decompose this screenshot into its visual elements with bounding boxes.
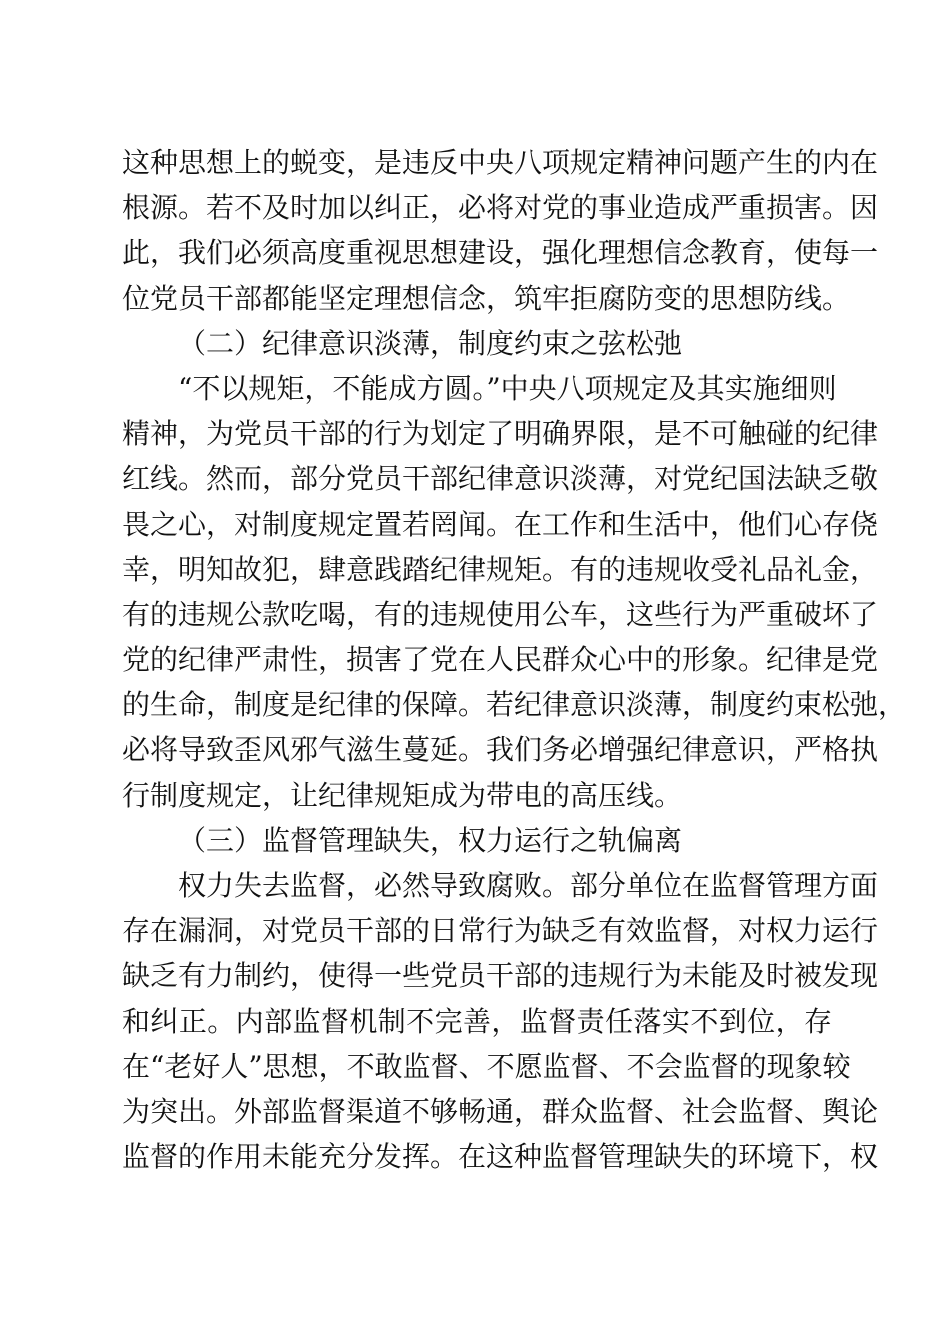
text-line: 这种思想上的蜕变，是违反中央八项规定精神问题产生的内在 bbox=[122, 146, 879, 179]
document-body bbox=[122, 140, 907, 1179]
text-line: 畏之心，对制度规定置若罔闻。在工作和生活中，他们心存侥 bbox=[122, 507, 879, 541]
text-line: 监督的作用未能充分发挥。在这种监督管理缺失的环境下，权 bbox=[122, 1140, 879, 1174]
text-line: 和纠正。内部监督机制不完善，监督责任落实不到位，存 bbox=[122, 1004, 832, 1038]
text-line: 缺乏有力制约，使得一些党员干部的违规行为未能及时被发现 bbox=[122, 959, 879, 993]
text-line: 的生命，制度是纪律的保障。若纪律意识淡薄，制度约束松弛， bbox=[122, 688, 907, 722]
text-line: 幸，明知故犯，肆意践踏纪律规矩。有的违规收受礼品礼金， bbox=[122, 552, 879, 586]
text-line: 红线。然而，部分党员干部纪律意识淡薄，对党纪国法缺乏敬 bbox=[122, 462, 879, 496]
text-line: 存在漏洞，对党员干部的日常行为缺乏有效监督，对权力运行 bbox=[122, 914, 879, 948]
text-line: 此，我们必须高度重视思想建设，强化理想信念教育，使每一 bbox=[122, 236, 879, 270]
text-line: 为突出。外部监督渠道不够畅通，群众监督、社会监督、舆论 bbox=[122, 1094, 879, 1128]
text-line: 党的纪律严肃性，损害了党在人民群众心中的形象。纪律是党 bbox=[122, 643, 879, 677]
text-line: 精神，为党员干部的行为划定了明确界限，是不可触碰的纪律 bbox=[122, 417, 879, 451]
section-heading-2: （二）纪律意识淡薄，制度约束之弦松弛 bbox=[178, 326, 683, 360]
text-line: 必将导致歪风邪气滋生蔓延。我们务必增强纪律意识，严格执 bbox=[122, 733, 879, 767]
text-line: 在“老好人”思想，不敢监督、不愿监督、不会监督的现象较 bbox=[122, 1049, 851, 1083]
text-line: 位党员干部都能坚定理想信念，筑牢拒腐防变的思想防线。 bbox=[122, 281, 851, 315]
text-line: 权力失去监督，必然导致腐败。部分单位在监督管理方面 bbox=[178, 869, 879, 902]
section-heading-3: （三）监督管理缺失，权力运行之轨偏离 bbox=[178, 823, 683, 857]
text-line: “不以规矩，不能成方圆。”中央八项规定及其实施细则 bbox=[178, 371, 837, 405]
text-line: 行制度规定，让纪律规矩成为带电的高压线。 bbox=[122, 778, 683, 812]
text-line: 根源。若不及时加以纠正，必将对党的事业造成严重损害。因 bbox=[122, 191, 879, 225]
text-line: 有的违规公款吃喝，有的违规使用公车，这些行为严重破坏了 bbox=[122, 597, 879, 631]
